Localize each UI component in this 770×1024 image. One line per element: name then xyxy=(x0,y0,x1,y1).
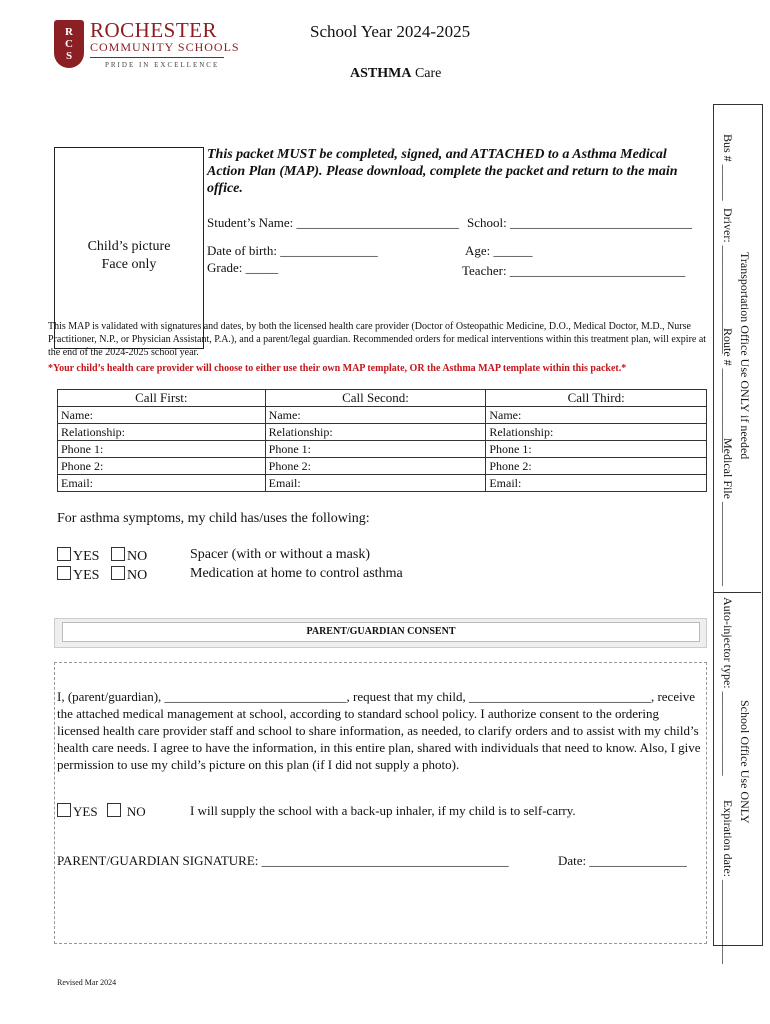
symptoms-heading: For asthma symptoms, my child has/uses the following: xyxy=(57,511,370,526)
consent-heading: PARENT/GUARDIAN CONSENT xyxy=(62,622,700,642)
contact-cell[interactable]: Email: xyxy=(58,475,266,492)
table-row xyxy=(58,424,707,441)
child-photo-label xyxy=(54,238,204,274)
map-template-warning: *Your child’s health care provider will choose to either use their own MAP template, OR the Asthma MAP template within this packet.* xyxy=(48,363,627,374)
inhaler-statement: I will supply the school with a back-up inhaler, if my child is to self-carry. xyxy=(190,803,576,818)
table-row xyxy=(58,441,707,458)
contact-cell[interactable]: Relationship: xyxy=(265,424,486,441)
contact-cell[interactable]: Phone 2: xyxy=(486,458,707,475)
attachment-notice: This packet MUST be completed, signed, and ATTACHED to a Asthma Medical Action Plan (MAP). Please download, complete the packet and return to the main office. xyxy=(207,147,678,196)
logo-monogram: RCS xyxy=(63,26,75,62)
medication-item-label: Medication at home to control asthma xyxy=(190,566,403,581)
logo-tagline: PRIDE IN EXCELLENCE xyxy=(105,61,220,69)
logo-school-name: ROCHESTER xyxy=(90,18,218,42)
photo-label-line1: Child’s picture xyxy=(87,239,171,254)
subtitle-rest: Care xyxy=(411,66,442,81)
age-field[interactable]: Age: ______ xyxy=(465,243,533,258)
expiration-date-field[interactable]: Expiration date: ______________ xyxy=(721,800,735,964)
contact-cell[interactable]: Name: xyxy=(58,407,266,424)
table-row xyxy=(58,458,707,475)
no-label: NO xyxy=(126,568,148,583)
emergency-contacts-table xyxy=(57,389,707,492)
yes-label: YES xyxy=(73,549,100,564)
no-label: NO xyxy=(126,549,148,564)
inhaler-no-checkbox[interactable] xyxy=(107,803,121,817)
bus-number-field[interactable]: Bus # ______ xyxy=(721,134,735,201)
dob-field[interactable]: Date of birth: _______________ xyxy=(207,243,378,258)
contact-cell[interactable]: Phone 1: xyxy=(58,441,266,458)
table-row xyxy=(58,475,707,492)
yes-label: YES xyxy=(73,568,100,583)
school-field[interactable]: School: ____________________________ xyxy=(467,215,692,230)
auto-injector-field[interactable]: Auto-injector type: ______________ xyxy=(721,597,735,776)
table-row xyxy=(58,407,707,424)
guardian-signature-field[interactable]: PARENT/GUARDIAN SIGNATURE: ______________________________________ xyxy=(57,853,509,868)
spacer-item-label: Spacer (with or without a mask) xyxy=(190,547,371,562)
school-logo-shield xyxy=(54,20,84,68)
route-number-field[interactable]: Route # ______________ xyxy=(721,328,735,453)
grade-field[interactable]: Grade: _____ xyxy=(207,260,279,275)
spacer-yes-no xyxy=(57,547,147,565)
spacer-yes-checkbox[interactable] xyxy=(57,547,71,561)
contact-cell[interactable]: Phone 1: xyxy=(486,441,707,458)
contact-cell[interactable]: Name: xyxy=(265,407,486,424)
driver-field[interactable]: Driver: __________________ xyxy=(721,208,735,354)
contact-cell[interactable]: Email: xyxy=(486,475,707,492)
consent-paragraph: I, (parent/guardian), ____________________________, request that my child, ____________________________, receive the attached medical management at school, according to standard school policy. I authorize consent to the ordering licensed health care provider staff and school to share information, as needed, to clarify orders and to assist with my child’s health care needs. I agree to have the information, in this entire plan, shared with individuals that need to know. Also, I give permission to use my child’s picture on this plan (if I did not supply a photo). xyxy=(57,689,701,772)
medication-yes-checkbox[interactable] xyxy=(57,566,71,580)
subtitle-bold: ASTHMA xyxy=(350,66,412,81)
contact-cell[interactable]: Name: xyxy=(486,407,707,424)
contact-cell[interactable]: Phone 2: xyxy=(265,458,486,475)
document-title: School Year 2024-2025 xyxy=(310,22,471,41)
contact-cell[interactable]: Email: xyxy=(265,475,486,492)
teacher-field[interactable]: Teacher: ___________________________ xyxy=(462,263,686,278)
signature-date-field[interactable]: Date: _______________ xyxy=(558,853,687,868)
photo-label-line2: Face only xyxy=(101,257,157,272)
medication-yes-no xyxy=(57,566,147,584)
student-name-field[interactable]: Student’s Name: _________________________ xyxy=(207,215,460,230)
no-label: NO xyxy=(126,804,146,819)
contact-cell[interactable]: Phone 1: xyxy=(265,441,486,458)
school-office-title: School Office Use ONLY xyxy=(738,700,752,824)
logo-divider xyxy=(90,57,224,58)
inhaler-yes-checkbox[interactable] xyxy=(57,803,71,817)
header-call-third: Call Third: xyxy=(486,390,707,407)
contact-cell[interactable]: Phone 2: xyxy=(58,458,266,475)
contact-cell[interactable]: Relationship: xyxy=(486,424,707,441)
inhaler-yes-no xyxy=(57,803,146,820)
map-validation-paragraph: This MAP is validated with signatures and dates, by both the licensed health care provider (Doctor of Osteopathic Medicine, D.O., Medical Doctor, M.D., Nurse Practitioner, N.P., or Physician Assistant, P.A.), and a parent/legal guardian. Recommended orders for medical interventions within this treatment plan, will expire at the end of the 2024-2025 school year. xyxy=(48,321,707,358)
sidebar-divider xyxy=(713,592,761,593)
logo-school-subname: COMMUNITY SCHOOLS xyxy=(90,40,240,54)
spacer-no-checkbox[interactable] xyxy=(111,547,125,561)
document-subtitle xyxy=(350,66,441,82)
header-call-first: Call First: xyxy=(58,390,266,407)
medication-no-checkbox[interactable] xyxy=(111,566,125,580)
revision-date: Revised Mar 2024 xyxy=(57,978,117,987)
medical-file-field[interactable]: Medical File ______________ xyxy=(721,438,735,586)
contact-cell[interactable]: Relationship: xyxy=(58,424,266,441)
contacts-header-row xyxy=(58,390,707,407)
header-call-second: Call Second: xyxy=(265,390,486,407)
transport-office-title: Transportation Office Use ONLY if needed xyxy=(738,252,752,460)
yes-label: YES xyxy=(73,804,98,819)
